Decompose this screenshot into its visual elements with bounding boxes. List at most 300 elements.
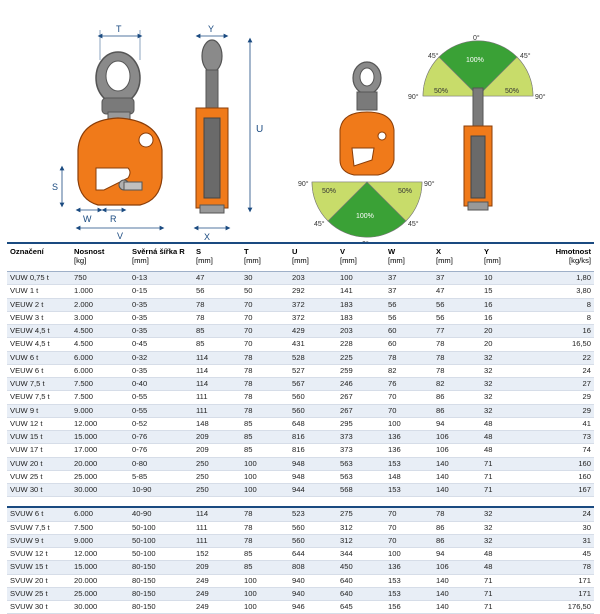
table-cell: 209 [193,444,241,457]
table-cell: 640 [337,574,385,587]
table-row [7,444,594,457]
table-cell: 946 [289,601,337,614]
table-cell: 0-52 [129,417,193,430]
table-cell: 70 [385,507,433,521]
table-cell: 372 [289,311,337,324]
table-cell: 71 [481,457,529,470]
table-cell: 50-100 [129,521,193,534]
table-cell: 111 [193,534,241,547]
column-header [385,243,433,272]
table-cell: 60 [385,338,433,351]
table-cell: 48 [481,561,529,574]
table-cell: 568 [337,484,385,497]
pct-top-center: 100% [466,57,484,64]
table-cell: 56 [433,298,481,311]
table-cell: 31 [529,534,594,547]
table-cell: 0-13 [129,272,193,285]
table-cell: 228 [337,338,385,351]
dim-label-t: T [116,24,122,34]
table-cell: 30 [529,521,594,534]
table-cell: 85 [193,338,241,351]
column-header-unit: [mm] [196,256,213,265]
table-cell: 29 [529,391,594,404]
deg-bottom-left45: 45° [314,221,325,228]
table-cell: 27 [529,378,594,391]
table-cell: 167 [529,484,594,497]
table-cell: 50 [241,285,289,298]
table-cell: 82 [385,364,433,377]
column-header [289,243,337,272]
table-cell: 100 [241,601,289,614]
table-cell: 16 [481,311,529,324]
table-cell: 17.000 [71,444,129,457]
table-cell: 176,50 [529,601,594,614]
table-cell: 816 [289,444,337,457]
table-cell: 203 [337,325,385,338]
table-cell: 85 [193,325,241,338]
table-cell: 295 [337,417,385,430]
table-cell: 85 [241,561,289,574]
table-cell: 78 [385,351,433,364]
table-cell: 111 [193,521,241,534]
table-cell: 50-100 [129,548,193,561]
table-cell: SVUW 25 t [7,587,71,600]
table-cell: 940 [289,587,337,600]
table-cell: 563 [337,470,385,483]
table-cell: 114 [193,378,241,391]
table-group-svuw [7,507,594,614]
column-header-name: Y [484,247,490,256]
table-cell: SVUW 15 t [7,561,71,574]
column-header-unit: [kg] [74,256,87,265]
table-cell: 10 [481,272,529,285]
column-header [337,243,385,272]
table-row [7,298,594,311]
table-cell: 1.000 [71,285,129,298]
table-cell: 106 [433,431,481,444]
table-row [7,311,594,324]
table-cell: 153 [385,457,433,470]
table-cell: 20 [481,338,529,351]
deg-top-left90: 90° [408,94,419,101]
table-cell: 136 [385,431,433,444]
table-cell: 78 [193,298,241,311]
table-cell: 1,80 [529,272,594,285]
table-cell: VUW 1 t [7,285,71,298]
table-cell: 160 [529,457,594,470]
table-cell: 15.000 [71,561,129,574]
specification-table [7,242,594,614]
table-cell: 249 [193,587,241,600]
table-cell: 7.500 [71,378,129,391]
table-cell: 24 [529,364,594,377]
table-cell: 259 [337,364,385,377]
table-cell: 80-150 [129,561,193,574]
table-cell: 6.000 [71,364,129,377]
table-cell: 70 [385,534,433,547]
table-cell: VEUW 6 t [7,364,71,377]
table-cell: 560 [289,404,337,417]
table-cell: 25.000 [71,470,129,483]
table-cell: 85 [241,431,289,444]
table-cell: 86 [433,521,481,534]
table-cell: 140 [433,601,481,614]
table-cell: 140 [433,457,481,470]
table-cell: 20.000 [71,574,129,587]
table-cell: 70 [241,298,289,311]
table-cell: 275 [337,507,385,521]
specification-table-wrapper [7,242,594,614]
table-cell: 0-80 [129,457,193,470]
table-cell: 32 [481,351,529,364]
table-cell: 24 [529,507,594,521]
table-cell: VUW 30 t [7,484,71,497]
dim-label-w: W [83,214,92,224]
table-cell: 80-150 [129,601,193,614]
table-cell: 183 [337,311,385,324]
table-cell: 16 [529,325,594,338]
pct-top-right: 50% [505,88,520,95]
table-cell: VUW 20 t [7,457,71,470]
table-cell: 78 [241,364,289,377]
table-cell: 7.500 [71,521,129,534]
table-cell: 12.000 [71,417,129,430]
table-cell: 40-90 [129,507,193,521]
table-cell: 22 [529,351,594,364]
table-cell: SVUW 9 t [7,534,71,547]
table-cell: 312 [337,534,385,547]
table-cell: VUW 25 t [7,470,71,483]
table-cell: 37 [385,285,433,298]
table-cell: 78 [241,521,289,534]
table-cell: VUW 15 t [7,431,71,444]
table-cell: 74 [529,444,594,457]
table-cell: 100 [337,272,385,285]
table-cell: 32 [481,404,529,417]
table-cell: 86 [433,534,481,547]
column-header-unit: [mm] [484,256,501,265]
clamp-front-view [52,24,162,241]
table-cell: 203 [289,272,337,285]
table-cell: 15.000 [71,431,129,444]
table-cell: 25.000 [71,587,129,600]
table-cell: VUW 9 t [7,404,71,417]
table-cell: 344 [337,548,385,561]
table-cell: 111 [193,404,241,417]
column-header [433,243,481,272]
table-row [7,417,594,430]
table-cell: 56 [193,285,241,298]
table-cell: 140 [433,484,481,497]
table-cell: 153 [385,587,433,600]
dim-label-r: R [110,214,117,224]
table-cell: VUW 7,5 t [7,378,71,391]
column-header-unit: [mm] [132,256,149,265]
table-cell: 70 [385,404,433,417]
table-cell: 141 [337,285,385,298]
table-cell: 56 [433,311,481,324]
table-cell: 6.000 [71,351,129,364]
table-cell: 85 [241,417,289,430]
table-cell: 209 [193,431,241,444]
table-cell: 431 [289,338,337,351]
table-cell: 70 [385,391,433,404]
table-cell: 94 [433,417,481,430]
table-cell: 560 [289,391,337,404]
table-cell: 12.000 [71,548,129,561]
column-header [71,243,129,272]
table-cell: 30 [241,272,289,285]
table-cell: 9.000 [71,404,129,417]
deg-bottom-left90: 90° [298,181,309,188]
column-header [529,243,594,272]
table-cell: 37 [433,272,481,285]
table-row [7,521,594,534]
table-cell: 78 [241,507,289,521]
table-cell: VEUW 7,5 t [7,391,71,404]
table-cell: 70 [241,311,289,324]
column-header [193,243,241,272]
clamp-drawings [0,0,600,240]
table-cell: 73 [529,431,594,444]
table-row [7,378,594,391]
table-cell: 100 [385,417,433,430]
table-cell: VUW 17 t [7,444,71,457]
column-header-name: W [388,247,396,256]
table-cell: 20.000 [71,457,129,470]
table-cell: 944 [289,484,337,497]
table-cell: 156 [385,601,433,614]
table-cell: 0-35 [129,325,193,338]
table-cell: 70 [241,338,289,351]
table-cell: 106 [433,561,481,574]
column-header-name: X [436,247,442,256]
table-cell: 148 [193,417,241,430]
column-header-name: Označení [10,247,44,256]
table-cell: 78 [241,378,289,391]
table-cell: 41 [529,417,594,430]
table-header [7,243,594,272]
table-cell: 48 [481,417,529,430]
table-cell: 60 [385,325,433,338]
table-cell: 225 [337,351,385,364]
column-header-unit: [mm] [244,256,261,265]
table-cell: 56 [385,298,433,311]
table-cell: 153 [385,484,433,497]
table-cell: 3.000 [71,311,129,324]
table-cell: 32 [481,521,529,534]
table-cell: 153 [385,574,433,587]
dim-label-v: V [117,231,124,241]
table-cell: 140 [433,574,481,587]
table-cell: 171 [529,574,594,587]
table-cell: 246 [337,378,385,391]
table-cell: 563 [337,457,385,470]
table-cell: 249 [193,601,241,614]
table-cell: VUW 6 t [7,351,71,364]
product-illustration [0,0,600,240]
table-row [7,548,594,561]
table-cell: 0-35 [129,364,193,377]
table-cell: 78 [241,391,289,404]
table-cell: 48 [481,548,529,561]
table-row [7,431,594,444]
table-cell: 0-55 [129,391,193,404]
table-cell: SVUW 30 t [7,601,71,614]
dim-label-u: U [256,124,264,135]
table-cell: 140 [433,587,481,600]
table-cell: 183 [337,298,385,311]
table-cell: 86 [433,404,481,417]
deg-top-right45: 45° [520,53,531,60]
table-cell: 0-35 [129,311,193,324]
table-cell: 100 [241,484,289,497]
table-cell: 78 [433,351,481,364]
table-cell: 70 [241,325,289,338]
column-header [241,243,289,272]
column-header [7,243,71,272]
table-cell: 111 [193,391,241,404]
table-cell: 78 [433,507,481,521]
table-cell: 528 [289,351,337,364]
table-row [7,272,594,285]
column-header-unit: [mm] [340,256,357,265]
table-cell: 250 [193,470,241,483]
table-cell: VUW 0,75 t [7,272,71,285]
table-cell: SVUW 20 t [7,574,71,587]
table-cell: 114 [193,364,241,377]
table-cell: 85 [241,444,289,457]
table-cell: 78 [433,338,481,351]
table-cell: 648 [289,417,337,430]
table-cell: 56 [385,311,433,324]
dim-label-x: X [204,232,211,242]
clamp-angle-front [298,62,435,248]
table-cell: 100 [241,574,289,587]
table-cell: 78 [241,351,289,364]
table-cell: 78 [193,311,241,324]
pct-bottom-center: 100% [356,213,374,220]
table-cell: VUW 12 t [7,417,71,430]
table-row [7,404,594,417]
table-cell: 148 [385,470,433,483]
table-cell: 78 [433,364,481,377]
table-cell: 372 [289,298,337,311]
table-row [7,391,594,404]
table-cell: 114 [193,507,241,521]
table-cell: 80-150 [129,587,193,600]
table-cell: 29 [529,404,594,417]
table-cell: 750 [71,272,129,285]
table-cell: 0-35 [129,298,193,311]
table-cell: 32 [481,534,529,547]
deg-bottom-right90: 90° [424,181,435,188]
table-row [7,364,594,377]
table-cell: 152 [193,548,241,561]
column-header-unit: [mm] [388,256,405,265]
table-cell: 940 [289,574,337,587]
column-header-name: V [340,247,346,256]
table-cell: 560 [289,534,337,547]
table-cell: 816 [289,431,337,444]
table-cell: 45 [529,548,594,561]
table-cell: 249 [193,574,241,587]
table-cell: 16,50 [529,338,594,351]
column-header [481,243,529,272]
table-cell: VEUW 3 t [7,311,71,324]
table-cell: 8 [529,311,594,324]
column-header [129,243,193,272]
table-cell: 250 [193,484,241,497]
deg-top-left45: 45° [428,53,439,60]
table-cell: 70 [385,521,433,534]
pct-top-left: 50% [434,88,449,95]
table-row [7,470,594,483]
pct-bottom-right: 50% [398,188,413,195]
table-cell: 32 [481,364,529,377]
table-cell: 250 [193,457,241,470]
table-row [7,325,594,338]
table-row [7,601,594,614]
table-cell: 0-15 [129,285,193,298]
deg-bottom-right45: 45° [408,221,419,228]
table-cell: 77 [433,325,481,338]
table-cell: 32 [481,378,529,391]
table-cell: 567 [289,378,337,391]
table-cell: 80-150 [129,574,193,587]
table-cell: 48 [481,431,529,444]
table-row [7,351,594,364]
table-cell: 267 [337,404,385,417]
deg-top-right90: 90° [535,94,546,101]
table-cell: 100 [241,587,289,600]
table-row [7,534,594,547]
table-cell: 171 [529,587,594,600]
table-cell: 86 [433,391,481,404]
table-cell: 9.000 [71,534,129,547]
column-header-unit: [kg/ks] [569,256,591,265]
deg-top-0: 0° [473,35,480,42]
table-cell: 48 [481,444,529,457]
table-cell: 948 [289,457,337,470]
table-cell: 16 [481,298,529,311]
dim-label-y: Y [208,24,215,34]
table-cell: 100 [241,470,289,483]
table-cell: 30.000 [71,601,129,614]
table-cell: 4.500 [71,325,129,338]
table-cell: 640 [337,587,385,600]
table-row [7,561,594,574]
table-row [7,507,594,521]
table-cell: 71 [481,470,529,483]
column-header-name: S [196,247,202,256]
table-cell: VEUW 2 t [7,298,71,311]
table-cell: 94 [433,548,481,561]
table-group-vuw [7,272,594,497]
table-cell: 47 [433,285,481,298]
table-cell: 5-85 [129,470,193,483]
column-header-name: Hmotnost [555,247,591,256]
table-cell: 373 [337,444,385,457]
table-cell: 312 [337,521,385,534]
table-cell: 645 [337,601,385,614]
table-cell: 32 [481,391,529,404]
table-row [7,285,594,298]
table-cell: 100 [385,548,433,561]
table-row [7,457,594,470]
table-cell: 136 [385,444,433,457]
table-cell: 32 [481,507,529,521]
